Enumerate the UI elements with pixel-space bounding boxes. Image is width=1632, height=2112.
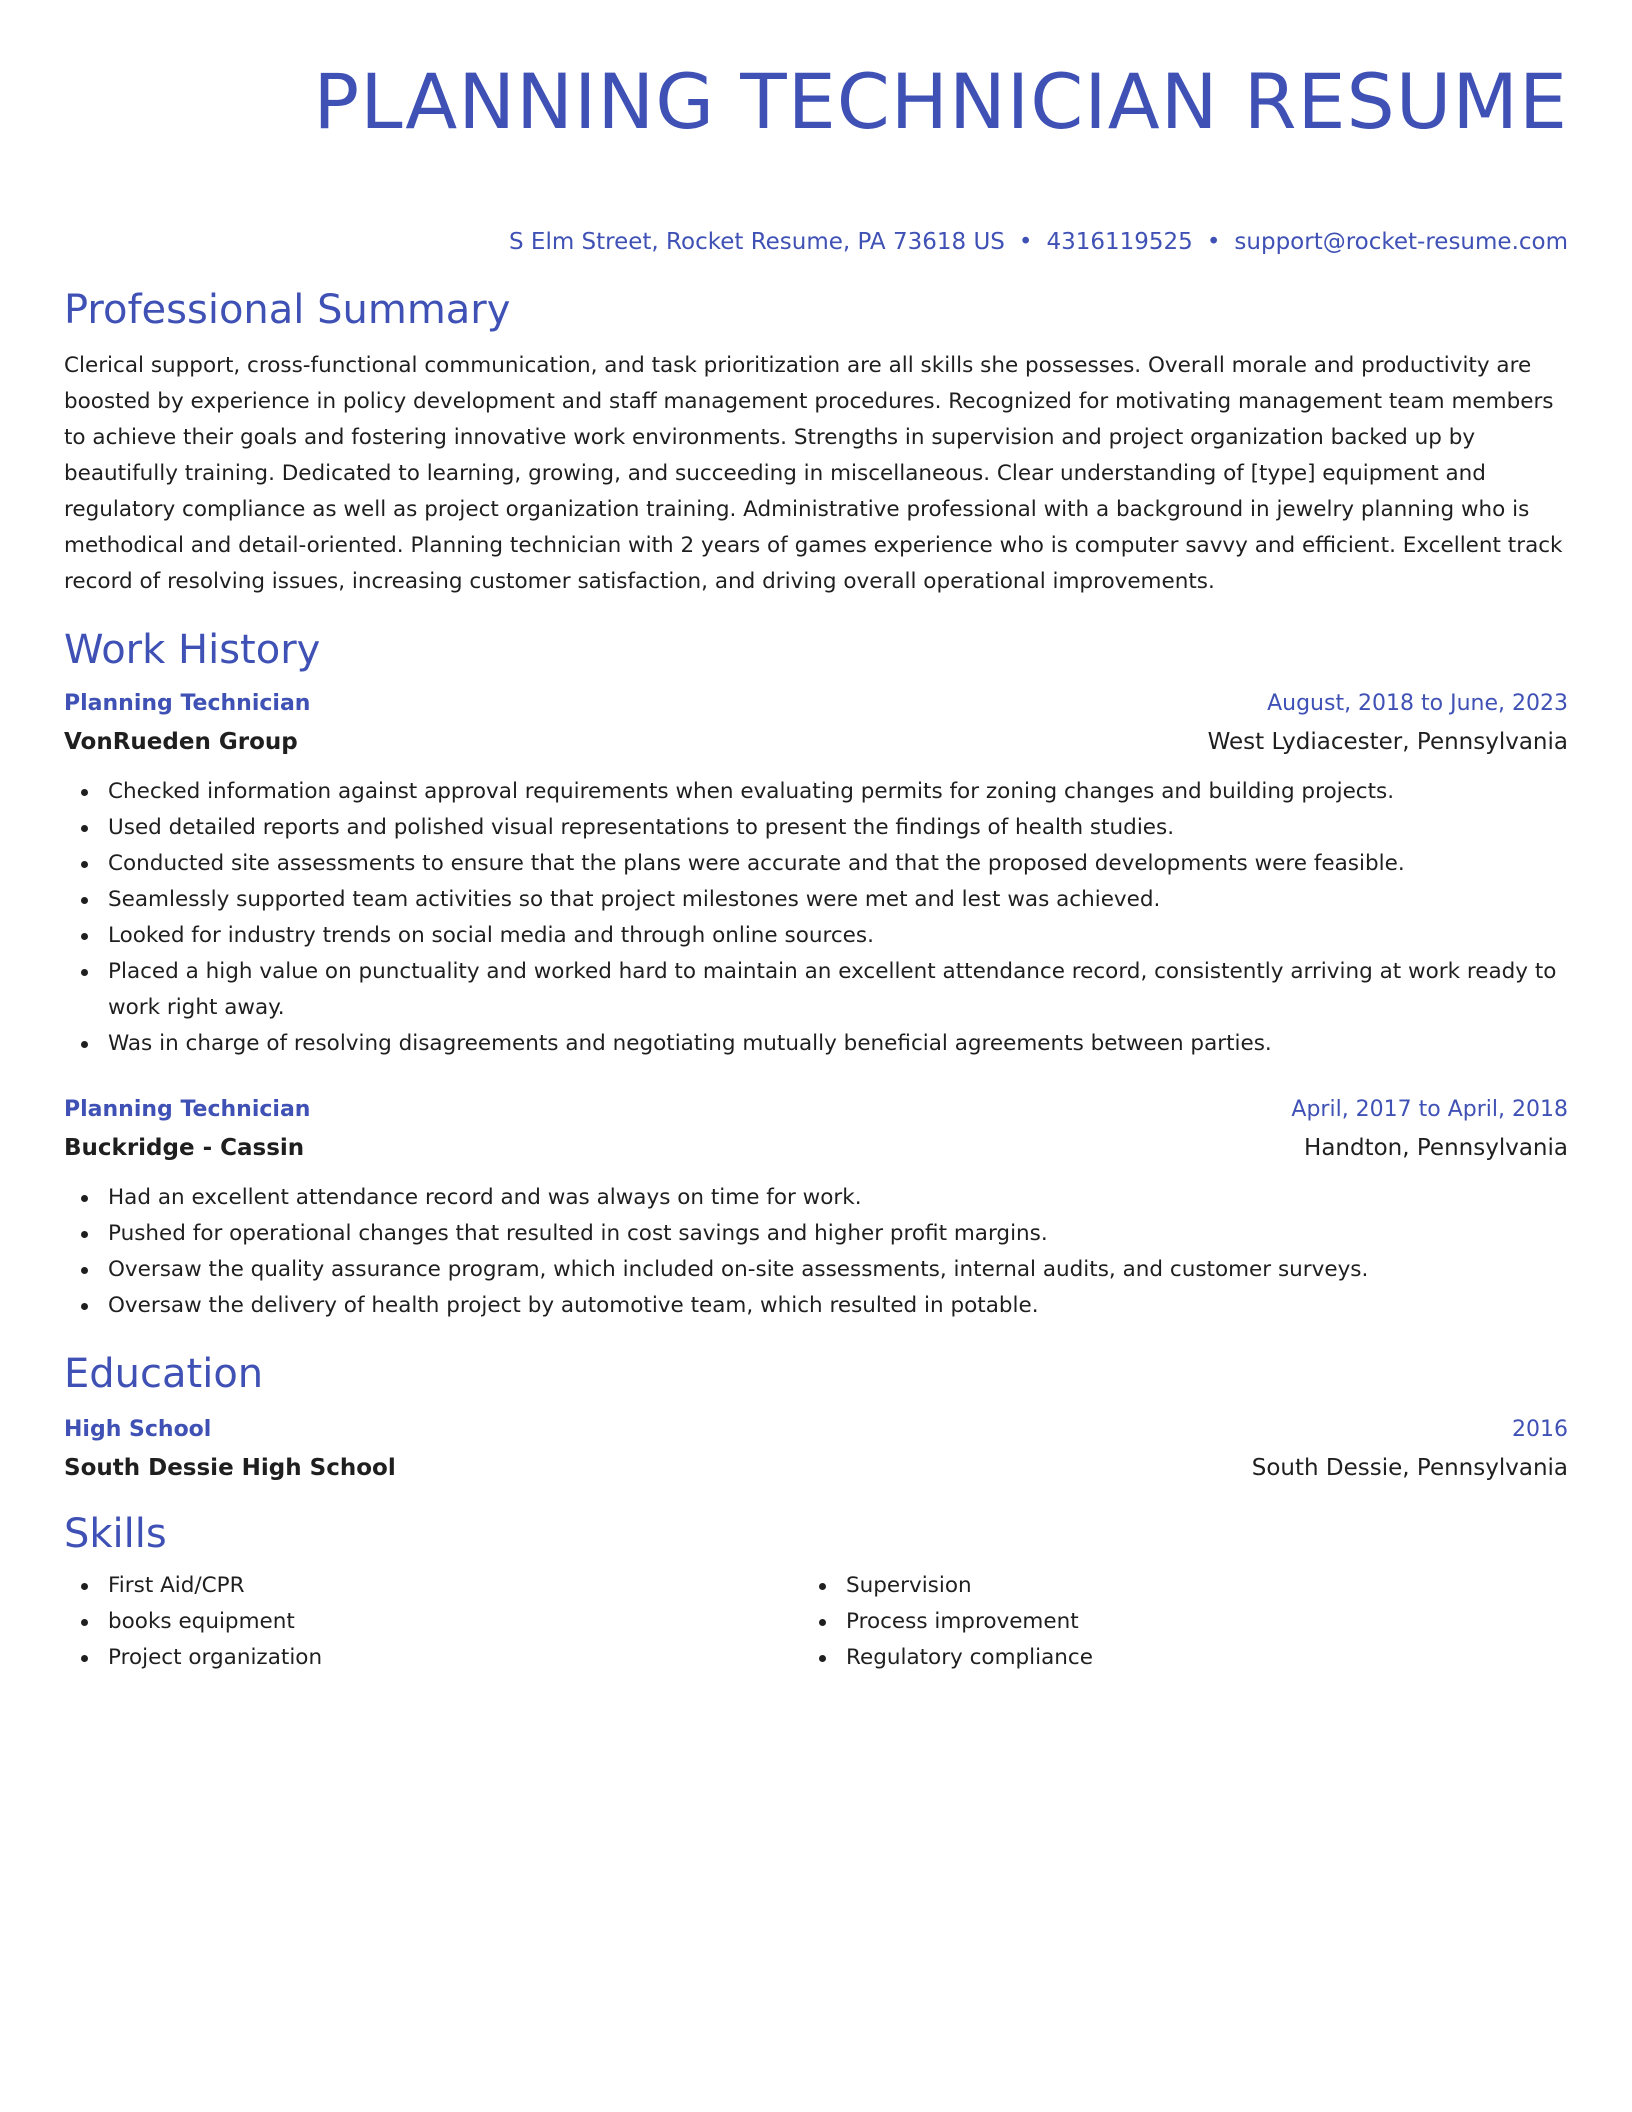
education-header: [64, 1412, 1568, 1448]
skill-item: books equipment: [108, 1604, 802, 1640]
summary-text: Clerical support, cross-functional communication, and task prioritization are all skills she possesses. Overall morale and productivity are boosted by experience in policy development and staff management procedures. Recognized for motivating management team members to achieve their goals and fostering innovative work environments. Strengths in supervision and project organization backed up by beautifully training. Dedicated to learning, growing, and succeeding in miscellaneous. Clear understanding of [type] equipment and regulatory compliance as well as project organization training. Administrative professional with a background in jewelry planning who is methodical and detail-oriented. Planning technician with 2 years of games experience who is computer savvy and efficient. Excellent track record of resolving issues, increasing customer satisfaction, and driving overall operational improvements.: [64, 353, 1563, 594]
summary-heading: Professional Summary: [64, 287, 511, 333]
skill-item: Process improvement: [846, 1604, 1540, 1640]
job-employer: VonRueden Group: [64, 729, 298, 755]
job-entry: [64, 686, 1568, 1062]
skills-grid: [64, 1568, 1568, 1676]
job-title: Planning Technician: [64, 691, 311, 716]
education-year: 2016: [1512, 1417, 1568, 1442]
skill-item: Supervision: [846, 1568, 1540, 1604]
list-item: Looked for industry trends on social media and through online sources.: [108, 918, 1568, 954]
contact-separator: •: [1018, 229, 1033, 255]
list-item: Checked information against approval requirements when evaluating permits for zoning changes and building projects.: [108, 774, 1568, 810]
job-bullets: [64, 1180, 1568, 1324]
list-item: Used detailed reports and polished visual representations to present the findings of health studies.: [108, 810, 1568, 846]
job-employer-row: [64, 1128, 1568, 1168]
skills-column-right: [802, 1568, 1540, 1676]
job-bullets: [64, 774, 1568, 1062]
job-header: [64, 686, 1568, 722]
education-entry: [64, 1412, 1568, 1488]
job-location: Handton, Pennsylvania: [1304, 1135, 1568, 1161]
skills-list: [802, 1568, 1540, 1676]
list-item: Placed a high value on punctuality and worked hard to maintain an excellent attendance record, consistently arriving at work ready to work right away.: [108, 954, 1568, 1026]
education-location: South Dessie, Pennsylvania: [1251, 1455, 1568, 1481]
job-dates: August, 2018 to June, 2023: [1267, 691, 1568, 716]
education-heading: Education: [64, 1351, 264, 1397]
skills-heading: Skills: [64, 1511, 167, 1557]
education-degree: High School: [64, 1417, 212, 1442]
skills-list: [64, 1568, 802, 1676]
skill-item: First Aid/CPR: [108, 1568, 802, 1604]
contact-line: [64, 226, 1568, 258]
skill-item: Regulatory compliance: [846, 1640, 1540, 1676]
list-item: Seamlessly supported team activities so that project milestones were met and lest was achieved.: [108, 882, 1568, 918]
work-history-heading: Work History: [64, 627, 321, 673]
skills-column-left: [64, 1568, 802, 1676]
list-item: Oversaw the delivery of health project by automotive team, which resulted in potable.: [108, 1288, 1568, 1324]
resume-title: PLANNING TECHNICIAN RESUME: [313, 57, 1568, 146]
job-employer: Buckridge - Cassin: [64, 1135, 305, 1161]
list-item: Pushed for operational changes that resulted in cost savings and higher profit margins.: [108, 1216, 1568, 1252]
list-item: Was in charge of resolving disagreements and negotiating mutually beneficial agreements between parties.: [108, 1026, 1568, 1062]
job-header: [64, 1092, 1568, 1128]
education-school: South Dessie High School: [64, 1455, 396, 1481]
contact-phone[interactable]: 4316119525: [1046, 229, 1193, 255]
skill-item: Project organization: [108, 1640, 802, 1676]
job-location: West Lydiacester, Pennsylvania: [1207, 729, 1568, 755]
job-title: Planning Technician: [64, 1097, 311, 1122]
contact-email[interactable]: support@rocket-resume.com: [1234, 229, 1568, 255]
job-entry: [64, 1092, 1568, 1324]
list-item: Conducted site assessments to ensure that the plans were accurate and that the proposed developments were feasible.: [108, 846, 1568, 882]
contact-address: S Elm Street, Rocket Resume, PA 73618 US: [509, 229, 1005, 255]
contact-separator: •: [1206, 229, 1221, 255]
job-employer-row: [64, 722, 1568, 762]
education-school-row: [64, 1448, 1568, 1488]
list-item: Oversaw the quality assurance program, which included on-site assessments, internal audits, and customer surveys.: [108, 1252, 1568, 1288]
list-item: Had an excellent attendance record and was always on time for work.: [108, 1180, 1568, 1216]
job-dates: April, 2017 to April, 2018: [1291, 1097, 1568, 1122]
